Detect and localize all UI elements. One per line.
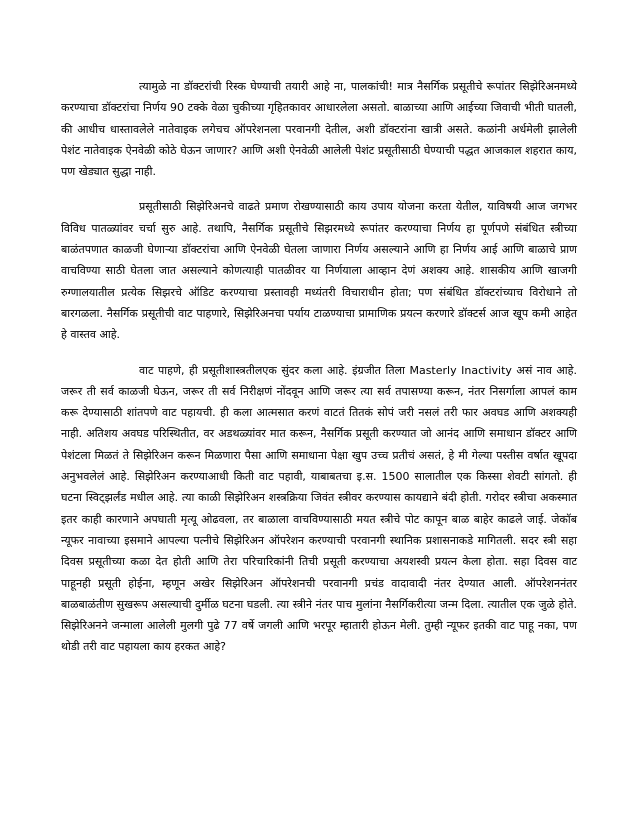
paragraph-1: त्यामुळे ना डॉक्टरांची रिस्क घेण्याची तयारी आहे ना, पालकांची! मात्र नैसर्गिक प्रसूतीचे रूपांतर सिझेरिअनमध्ये करण्याचा डॉक्टरांचा निर्णय 90 टक्के वेळा चुकीच्या गृहितकावर आधारलेला असतो. बाळाच्या आणि आईच्या जिवाची भीती घातली, की आधीच धास्तावलेले नातेवाइक लगेचच ऑपरेशनला परवानगी देतील, अशी डॉक्टरांना खात्री असते. कळांनी अर्धमेली झालेली पेशंट नातेवाइक ऐनवेळी कोठे घेऊन जाणार? आणि अशी ऐनवेळी आलेली पेशंट प्रसूतीसाठी घेण्याची पद्धत आजकाल शहरात काय, पण खेड्यात सुद्धा नाही. <box>61 80 577 179</box>
paragraph-3: वाट पाहणे, ही प्रसूतीशास्त्रतीलएक सुंदर कला आहे. इंग्रजीत तिला Masterly Inactivity असं नाव आहे. जरूर ती सर्व काळजी घेऊन, जरूर ती सर्व निरीक्षणं नोंदवून आणि जरूर त्या सर्व तपासण्या करून, नंतर निसर्गाला आपलं काम करू देण्यासाठी शांतपणे वाट पहायची. ही कला आत्मसात करणं वाटतं तितकं सोपं जरी नसलं तरी फार अवघड आणि अशक्यही नाही. अतिशय अवघड परिस्थितीत, वर अडथळ्यांवर मात करून, नैसर्गिक प्रसूती करण्यात जो आनंद आणि समाधान डॉक्टर आणि पेशंटला मिळतं ते सिझेरिअन करून मिळणारा पैसा आणि समाधाना पेक्षा खुप उच्च प्रतीचं असतं, हे मी गेल्या पस्तीस वर्षात खूपदा अनुभवलेलं आहे. सिझेरिअन करण्याआधी किती वाट पहावी, याबाबतचा इ.स. 1500 सालातील एक किस्सा शेवटी सांगतो. ही घटना स्विट्झर्लंड मधील आहे. त्या काळी सिझेरिअन शस्त्रक्रिया जिवंत स्त्रीवर करण्यास कायद्याने बंदी होती. गरोदर स्त्रीचा अकस्मात इतर काही कारणाने अपघाती मृत्यू ओढवला, तर बाळाला वाचविण्यासाठी मयत स्त्रीचे पोट कापून बाळ बाहेर काढले जाई. जेकॉब न्यूफर नावाच्या इसमाने आपल्या पत्नीचे सिझेरिअन ऑपरेशन करण्याची परवानगी स्थानिक प्रशासनाकडे मागितली. सदर स्त्री सहा दिवस प्रसूतीच्या कळा देत होती आणि तेरा परिचारिकांनी तिची प्रसूती करण्याचा अयशस्वी प्रयत्न केला होता. सहा दिवस वाट पाहूनही प्रसूती होईना, म्हणून अखेर सिझेरिअन ऑपरेशनची परवानगी प्रचंड वादावादी नंतर देण्यात आली. ऑपरेशननंतर बाळबाळंतीण सुखरूप असल्याची दुर्मीळ घटना घडली. त्या स्त्रीने नंतर पाच मुलांना नैसर्गिकरीत्या जन्म दिला. त्यातील एक जुळे होते. सिझेरिअनने जन्माला आलेली मुलगी पुढे 77 वर्षे जगली आणि भरपूर म्हातारी होऊन मेली. तुम्ही न्यूफर इतकी वाट पाहू नका, पण थोडी तरी वाट पहायला काय हरकत आहे? <box>61 363 577 654</box>
paragraph-2: प्रसूतीसाठी सिझेरिअनचे वाढते प्रमाण रोखण्यासाठी काय उपाय योजना करता येतील, याविषयी आज जगभर विविध पातळ्यांवर चर्चा सुरु आहे. तथापि, नैसर्गिक प्रसूतीचे सिझरमध्ये रूपांतर करण्याचा निर्णय हा पूर्णपणे संबंधित स्त्रीच्या बाळंतपणात काळजी घेणाऱ्या डॉक्टरांचा आणि ऐनवेळी घेतला जाणारा निर्णय असल्याने आणि हा निर्णय आई आणि बाळाचे प्राण वाचविण्या साठी घेतला जात असल्याने कोणत्याही पातळीवर या निर्णयाला आव्हान देणं अशक्य आहे. शासकीय आणि खाजगी रुग्णालयातील प्रत्येक सिझरचे ऑडिट करण्याचा प्रस्तावही मध्यंतरी विचाराधीन होता; पण संबंधित डॉक्टरांच्याच विरोधाने तो बारगळला. नैसर्गिक प्रसूतीची वाट पाहणारे, सिझेरिअनचा पर्याय टाळण्याचा प्रामाणिक प्रयत्न करणारे डॉक्टर्स आज खूप कमी आहेत हे वास्तव आहे. <box>61 200 577 342</box>
body-text <box>61 76 577 658</box>
